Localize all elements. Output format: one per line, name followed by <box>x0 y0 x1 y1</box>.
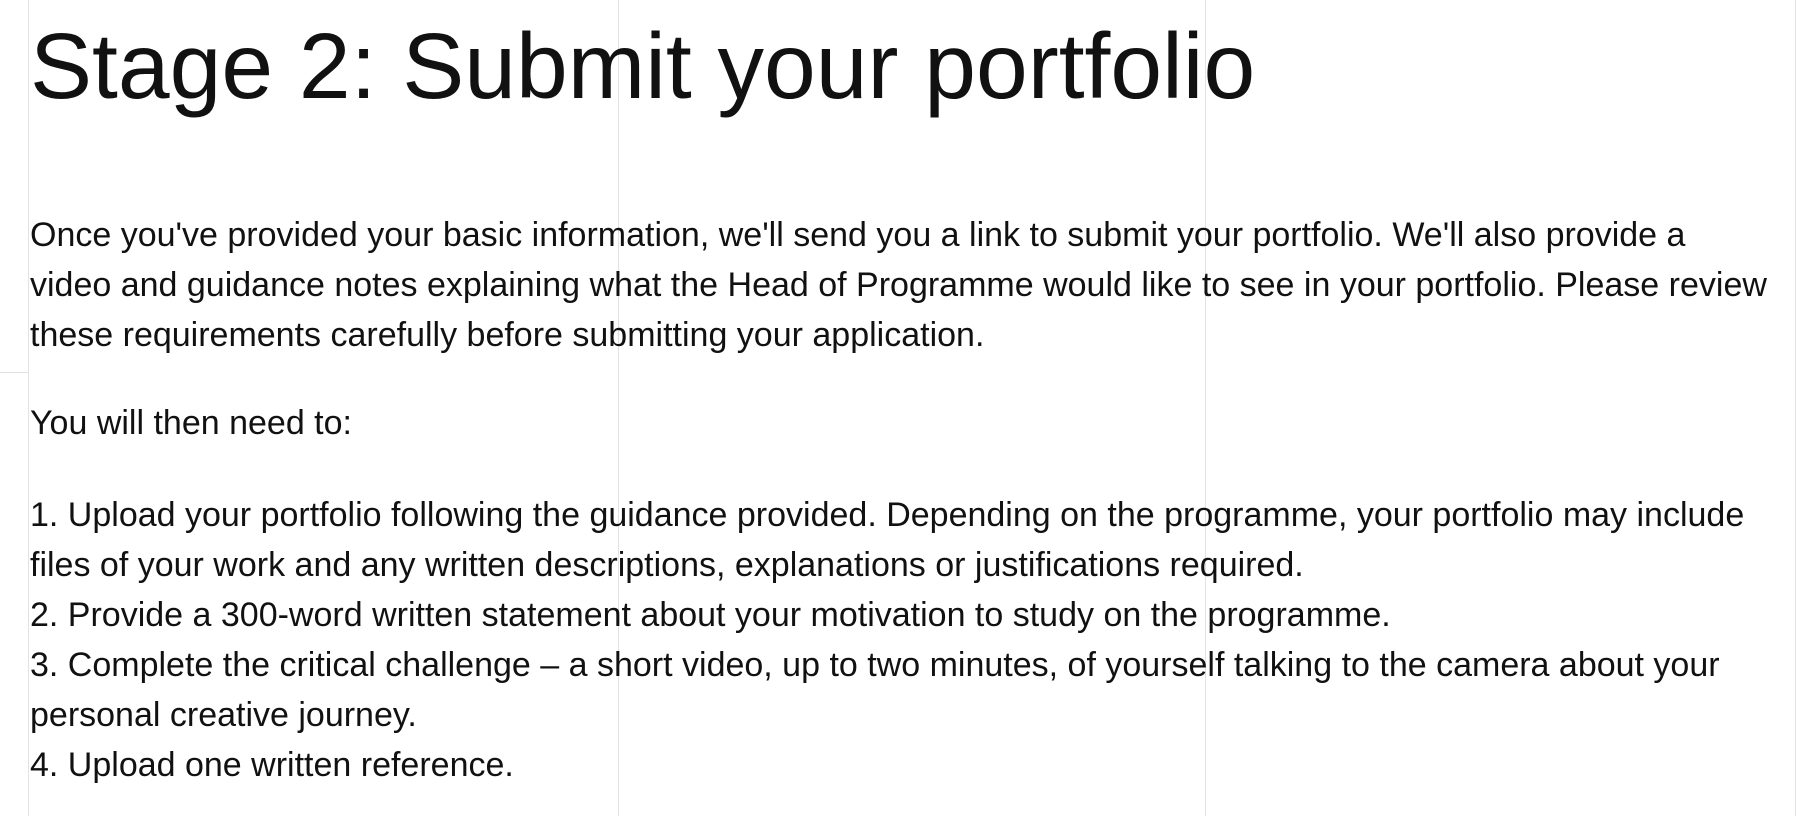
step-item: 2. Provide a 300-word written statement about your motivation to study on the programme. <box>30 596 1391 634</box>
step-item: 3. Complete the critical challenge – a short video, up to two minutes, of yourself talking to the camera about your personal creative journey. <box>30 646 1720 734</box>
step-item: 1. Upload your portfolio following the guidance provided. Depending on the programme, your portfolio may include files of your work and any written descriptions, explanations or justifications required. <box>30 496 1745 584</box>
article-content <box>30 0 1770 790</box>
layout-gridline <box>28 0 29 816</box>
intro-paragraph: Once you've provided your basic information, we'll send you a link to submit your portfolio. We'll also provide a video and guidance notes explaining what the Head of Programme would like to see in your portfolio. Please review these requirements carefully before submitting your application. <box>30 216 1767 354</box>
step-item: 4. Upload one written reference. <box>30 746 514 784</box>
page-title: Stage 2: Submit your portfolio <box>30 14 1256 118</box>
steps-lead-text: You will then need to: <box>30 404 352 442</box>
steps-list <box>30 490 1770 790</box>
layout-tick <box>0 372 28 373</box>
layout-gridline <box>1795 0 1796 816</box>
